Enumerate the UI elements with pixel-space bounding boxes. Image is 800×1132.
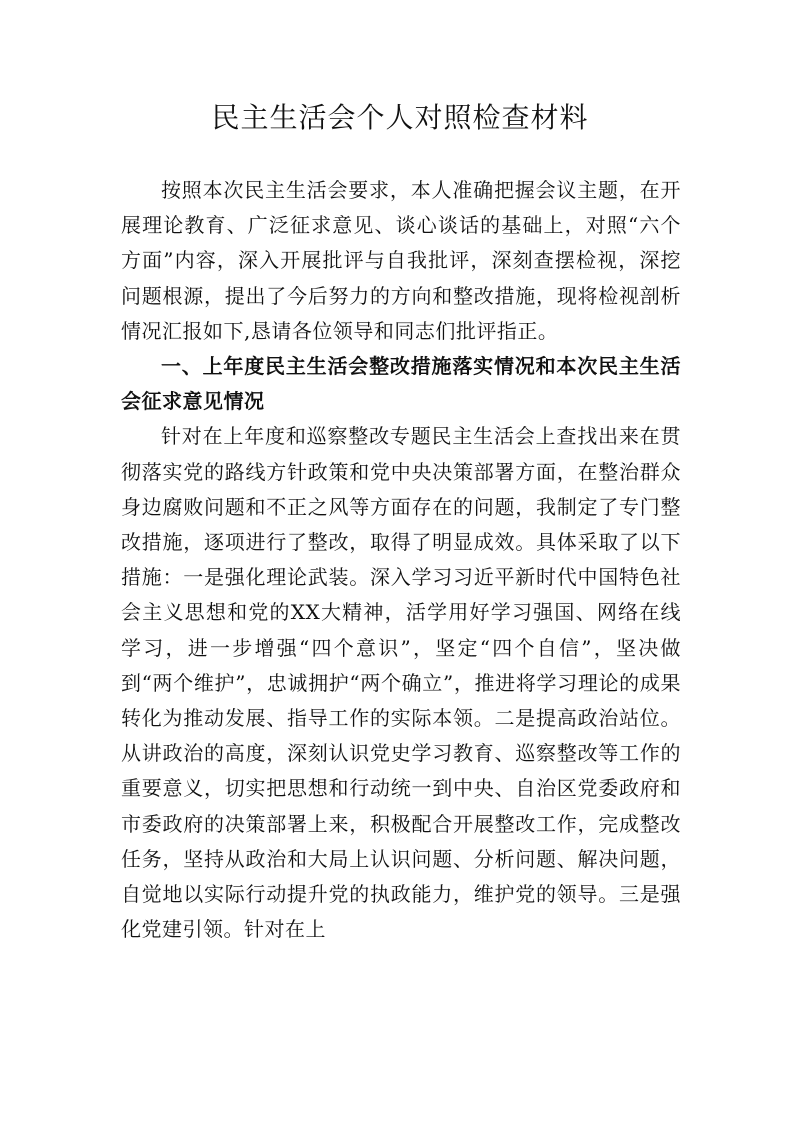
document-title: 民主生活会个人对照检查材料 <box>211 101 589 134</box>
document-body <box>121 173 681 947</box>
section-heading: 一、上年度民主生活会整改措施落实情况和本次民主生活会征求意见情况 <box>121 354 681 414</box>
intro-paragraph: 按照本次民主生活会要求，本人准确把握会议主题，在开展理论教育、广泛征求意见、谈心谈话的基础上，对照“六个方面”内容，深入开展批评与自我批评，深刻查摆检视，深挖问题根源，提出了今后努力的方向和整改措施，现将检视剖析情况汇报如下,恳请各位领导和同志们批评指正。 <box>121 178 681 343</box>
section-paragraph: 针对在上年度和巡察整改专题民主生活会上查找出来在贯彻落实党的路线方针政策和党中央决策部署方面，在整治群众身边腐败问题和不正之风等方面存在的问题，我制定了专门整改措施，逐项进行了整改，取得了明显成效。具体采取了以下措施：一是强化理论武装。深入学习习近平新时代中国特色社会主义思想和党的XX大精神，活学用好学习强国、网络在线学习，进一步增强“四个意识”，坚定“四个自信”，坚决做到“两个维护”，忠诚拥护“两个确立”，推进将学习理论的成果转化为推动发展、指导工作的实际本领。二是提高政治站位。从讲政治的高度，深刻认识党史学习教育、巡察整改等工作的重要意义，切实把思想和行动统一到中央、自治区党委政府和市委政府的决策部署上来，积极配合开展整改工作，完成整改任务，坚持从政治和大局上认识问题、分析问题、解决问题，自觉地以实际行动提升党的执政能力，维护党的领导。三是强化党建引领。针对在上 <box>121 424 681 942</box>
